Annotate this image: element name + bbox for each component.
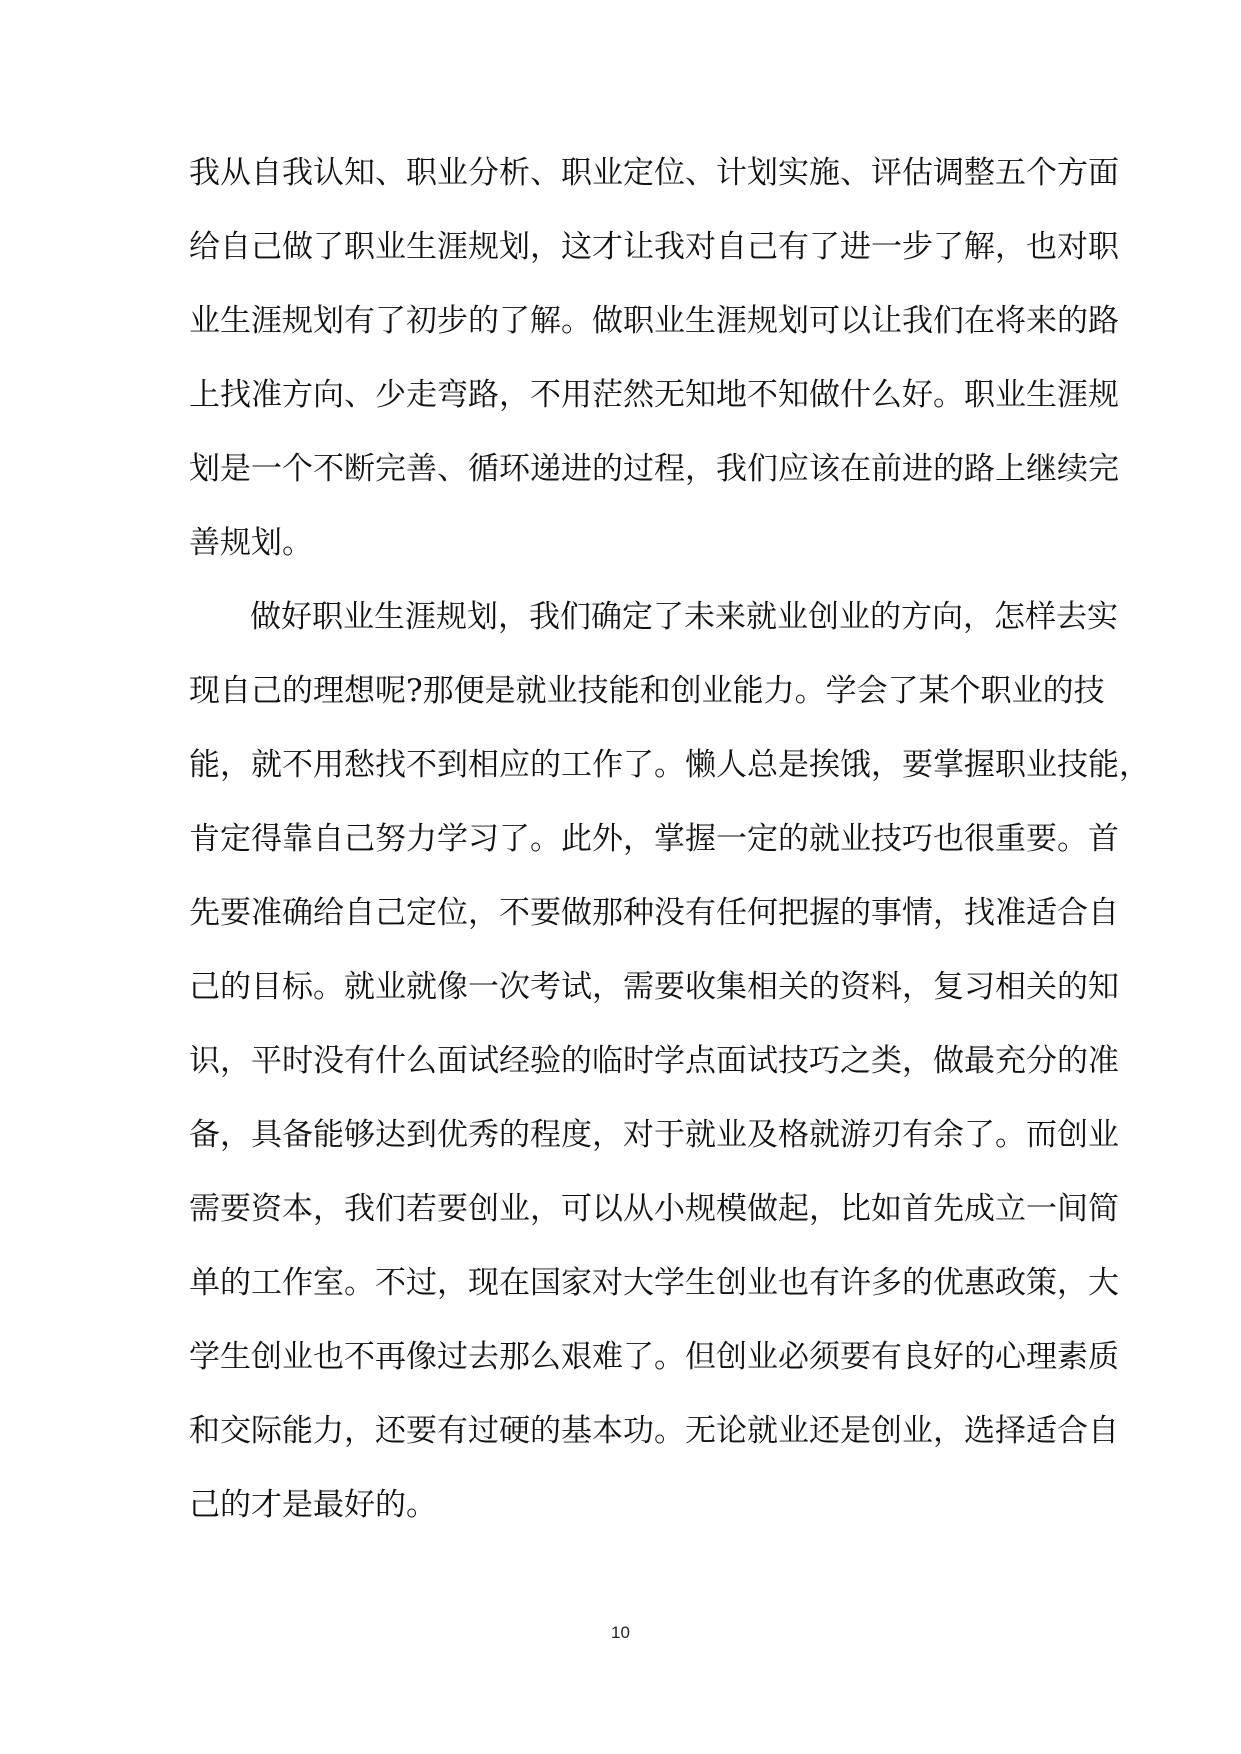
text-line: 学 生 创 业 也 不 再 像 过 去 那 么 艰 难 了 。 但 创 业 必 须 要 有 良 好 的 心 理 素 质 — [189, 1339, 1119, 1375]
text-line: 现 自 己 的 理 想 呢 ? 那 便 是 就 业 技 能 和 创 业 能 力 。 学 会 了 某 个 职 业 的 技 — [189, 673, 1105, 709]
text-line: 单 的 工 作 室 。 不 过 ， 现 在 国 家 对 大 学 生 创 业 也 有 许 多 的 优 惠 政 策 ， 大 — [189, 1265, 1119, 1301]
text-line: 给 自 己 做 了 职 业 生 涯 规 划 ， 这 才 让 我 对 自 己 有 了 进 一 步 了 解 ， 也 对 职 — [189, 229, 1119, 265]
page-number: 10 — [611, 1623, 630, 1642]
text-line: 己 的 目 标 。 就 业 就 像 一 次 考 试 ， 需 要 收 集 相 关 的 资 料 ， 复 习 相 关 的 知 — [189, 969, 1119, 1005]
text-line: 己的才是最好的。 — [189, 1487, 437, 1523]
text-line: 备 ， 具 备 能 够 达 到 优 秀 的 程 度 ， 对 于 就 业 及 格 就 游 刃 有 余 了 。 而 创 业 — [189, 1117, 1119, 1153]
paragraph-2 — [189, 587, 1150, 1549]
text-line: 识 ， 平 时 没 有 什 么 面 试 经 验 的 临 时 学 点 面 试 技 巧 之 类 ， 做 最 充 分 的 准 — [189, 1043, 1119, 1079]
text-line: 我 从 自 我 认 知 、 职 业 分 析 、 职 业 定 位 、 计 划 实 施 、 评 估 调 整 五 个 方 面 — [189, 155, 1119, 191]
text-line: 能 ， 就 不 用 愁 找 不 到 相 应 的 工 作 了 。 懒 人 总 是 挨 饿 ， 要 掌 握 职 业 技 能 ， — [189, 747, 1150, 783]
text-line: 和 交 际 能 力 ， 还 要 有 过 硬 的 基 本 功 。 无 论 就 业 还 是 创 业 ， 选 择 适 合 自 — [189, 1413, 1119, 1449]
body-text — [189, 143, 1150, 1549]
text-line: 划 是 一 个 不 断 完 善 、 循 环 递 进 的 过 程 ， 我 们 应 该 在 前 进 的 路 上 继 续 完 — [189, 451, 1119, 487]
paragraph-1 — [189, 143, 1119, 587]
text-line: 做 好 职 业 生 涯 规 划 ， 我 们 确 定 了 未 来 就 业 创 业 的 方 向 ， 怎 样 去 实 — [250, 599, 1118, 635]
text-line: 先 要 准 确 给 自 己 定 位 ， 不 要 做 那 种 没 有 任 何 把 握 的 事 情 ， 找 准 适 合 自 — [189, 895, 1119, 931]
text-line: 需 要 资 本 ， 我 们 若 要 创 业 ， 可 以 从 小 规 模 做 起 ， 比 如 首 先 成 立 一 间 简 — [189, 1191, 1119, 1227]
text-line: 上 找 准 方 向 、 少 走 弯 路 ， 不 用 茫 然 无 知 地 不 知 做 什 么 好 。 职 业 生 涯 规 — [189, 377, 1119, 413]
text-line: 善规划。 — [189, 525, 313, 561]
text-line: 肯 定 得 靠 自 己 努 力 学 习 了 。 此 外 ， 掌 握 一 定 的 就 业 技 巧 也 很 重 要 。 首 — [189, 821, 1119, 857]
text-line: 业 生 涯 规 划 有 了 初 步 的 了 解 。 做 职 业 生 涯 规 划 可 以 让 我 们 在 将 来 的 路 — [189, 303, 1119, 339]
